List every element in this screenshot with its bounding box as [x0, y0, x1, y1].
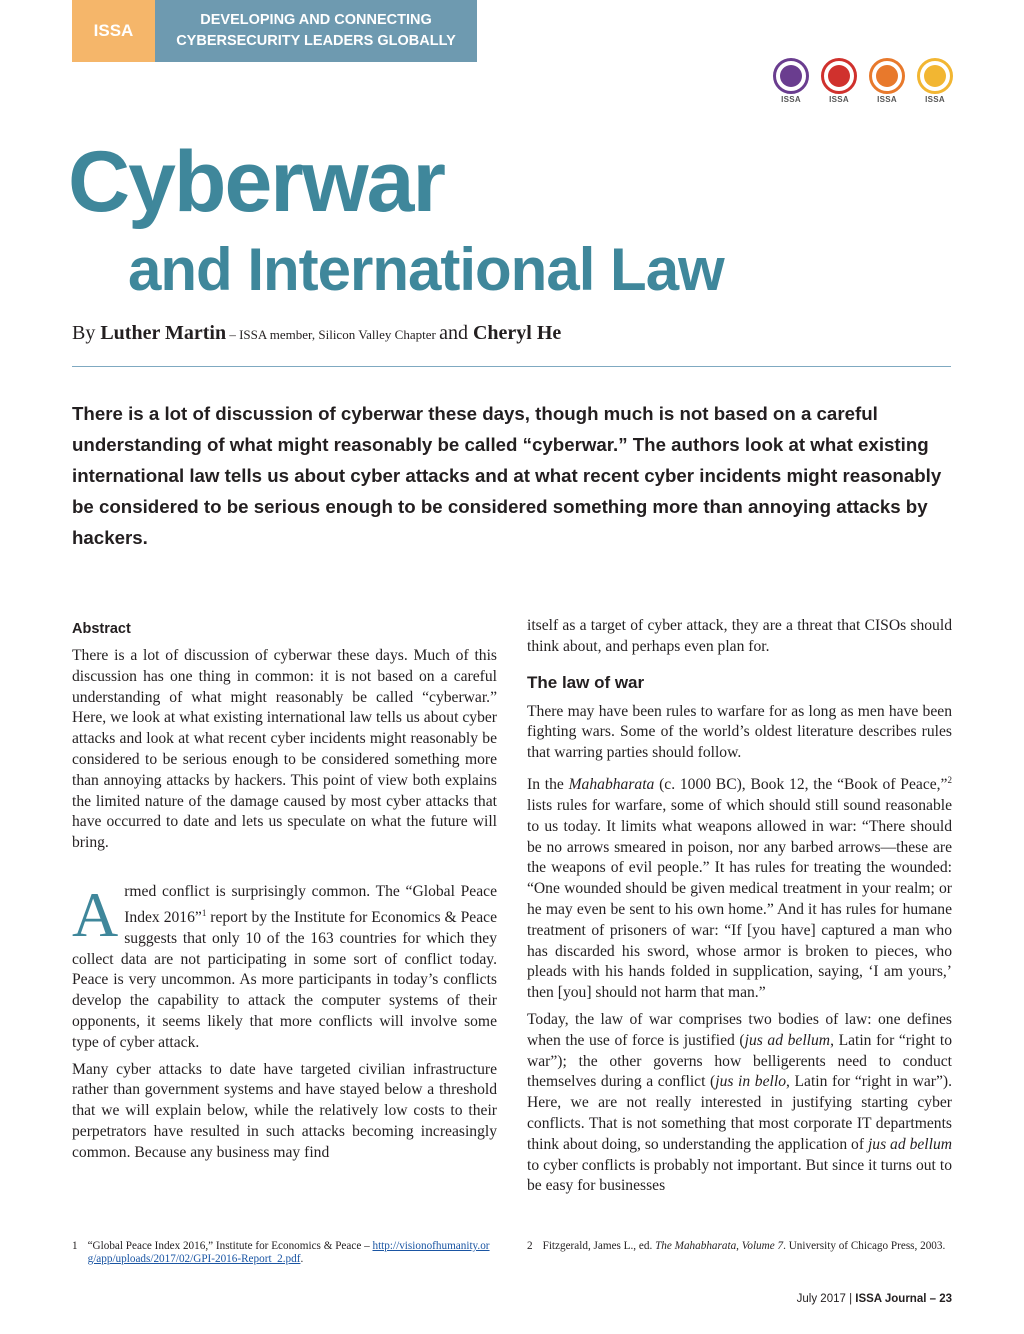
badge-org-label: ISSA [877, 95, 897, 104]
footnote-1-text: “Global Peace Index 2016,” Institute for Economics & Peace – [87, 1240, 373, 1252]
byline-and: and [439, 322, 473, 344]
badge-org-label: ISSA [925, 95, 945, 104]
footer-journal-page: ISSA Journal – 23 [855, 1293, 952, 1305]
badge-org-label: ISSA [781, 95, 801, 104]
footnote-ref-2[interactable]: 2 [947, 774, 952, 785]
career-level-badges [770, 58, 956, 108]
body-paragraph-4 [527, 770, 952, 1004]
footnote-2-text-a: Fitzgerald, James L., ed. [542, 1240, 656, 1252]
page-footer [797, 1293, 952, 1305]
para3-text-b: , Latin for “right to war”); the other governs how belligerents need to conduct themselves during a conflict ( [527, 1031, 952, 1091]
article-title: Cyberwar [68, 134, 444, 230]
abstract-text: There is a lot of discussion of cyberwar these days. Much of this discussion has one thing in common: it is not based on a careful understanding of what might reasonably be called “cyberwar.” Here, we look at what existing international law tells us about cyber attacks and look at what recent cyber incidents might reasonably be considered to be serious enough to be considered something more than annoying attacks by hackers. This point of view both explains the limited nature of the damage caused by most cyber attacks that have occurred to date and lets us speculate on what the future will bring. [72, 647, 497, 852]
footer-date: July 2017 | [796, 1293, 856, 1305]
byline [72, 322, 952, 345]
para2-title: Mahabharata [568, 776, 655, 794]
footnote-1-body [88, 1240, 492, 1266]
badge-security-leader [914, 58, 956, 108]
body-paragraph-2: Many cyber attacks to date have targeted civilian infrastructure rather than government systems and have stayed below a threshold that we will explain below, while the relatively low costs to their perpetrators have resulted in such attacks becoming increasingly common. Because any business may find [72, 1060, 497, 1161]
badge-org-label: ISSA [829, 95, 849, 104]
footnote-2-text-b: . University of Chicago Press, 2003. [783, 1240, 946, 1252]
author-1: Luther Martin [100, 322, 227, 344]
left-column [72, 620, 497, 1170]
article-lede: There is a lot of discussion of cyberwar these days, though much is not based on a careful understanding of what might reasonably be called “cyberwar.” The authors look at what existing international law tells us about cyber attacks and at what recent cyber incidents might reasonably be considered to be serious enough to be considered something more than annoying attacks by hackers. [72, 403, 942, 548]
body-paragraph-continued: itself as a target of cyber attack, they are a threat that CISOs should think about, and perhaps even plan for. [527, 617, 952, 655]
byline-by: By [72, 322, 101, 344]
article-subtitle: and International Law [128, 236, 724, 303]
footnote-1 [72, 1240, 492, 1266]
para1-text-a: rmed conflict is surprisingly common. The “Global Peace Index 2016” [124, 882, 497, 926]
banner-tagline-line-1: DEVELOPING AND CONNECTING [200, 12, 432, 28]
title-divider [72, 366, 951, 367]
body-paragraph-1 [72, 878, 497, 1054]
drop-cap: A [72, 878, 119, 950]
section-heading-law-of-war: The law of war [527, 672, 645, 692]
para3-text-a: Today, the law of war comprises two bodies of law: one defines when the use of force is justified ( [527, 1010, 952, 1049]
para3-term-2: jus in bello [715, 1073, 786, 1091]
body-paragraph-3: There may have been rules to warfare for as long as men have been fighting wars. Some of the world’s oldest literature describes rules that warring parties should follow. [527, 702, 952, 762]
para3-term-3: jus ad bellum [867, 1135, 953, 1153]
footnote-2-title: The Mahabharata, Volume 7 [655, 1240, 784, 1252]
para1-text-b: report by the Institute for Economics & Peace suggests that only 10 of the 163 countries for which they collect data are not participating in some sort of conflict today. Peace is very uncommon. As more participants in today’s conflicts develop the capability to attack the computer systems of their opponents, it seems likely that more conflicts will involve some type of cyber attack. [72, 908, 497, 1051]
author-affiliation: – ISSA member, Silicon Valley Chapter [226, 327, 440, 342]
para3-text-d: to cyber conflicts is probably not important. But since it turns out to be easy for businesses [527, 1156, 952, 1195]
body-paragraph-5 [527, 1010, 952, 1197]
badge-seal-icon [821, 58, 857, 94]
footnote-ref-1[interactable]: 1 [201, 907, 207, 918]
abstract-heading: Abstract [72, 621, 131, 637]
footnote-1-link[interactable]: http://visionofhumanity.org/app/uploads/2017/02/GPI-2016-Report_2.pdf [87, 1240, 490, 1265]
badge-seal-icon [917, 58, 953, 94]
footnote-2-body [543, 1240, 946, 1253]
banner-tagline [155, 0, 477, 62]
header-banner [72, 0, 477, 62]
author-2: Cheryl He [472, 322, 562, 344]
footnote-1-number: 1 [72, 1240, 78, 1252]
para3-term-1: jus ad bellum [744, 1031, 831, 1049]
issa-tag: ISSA [72, 0, 155, 62]
badge-senior [866, 58, 908, 108]
badge-seal-icon [869, 58, 905, 94]
para2-text-c: lists rules for warfare, some of which should still sound reasonable to us today. It limits what weapons allowed in war: “There should be no arrows smeared in poison, nor any barbed arrows—these are the weapons of evil people.” It has rules for treating the wounded: “One wounded should be given medical treatment in your realm; or he may even be sent to his own home.” And it has rules for humane treatment of prisoners of war: “If [you have] captured a man who has discarded his sword, whose armor is broken to pieces, who pleads with his hands folded in supplication, saying, ‘I am yours,’ then [you] should not harm that man.” [527, 796, 952, 1002]
badge-entry-level [770, 58, 812, 108]
para2-text-b: (c. 1000 BC), Book 12, the “Book of Peace,” [654, 776, 948, 794]
footnote-2 [527, 1240, 952, 1253]
badge-seal-icon [773, 58, 809, 94]
para3-text-c: , Latin for “right in war”). Here, we are not really interested in justifying starting cyber conflicts. That is not something that most corporate IT departments think about doing, so understanding the application of [527, 1073, 952, 1153]
footnote-2-number: 2 [527, 1240, 533, 1252]
para2-text-a: In the [527, 776, 569, 794]
banner-tagline-line-2: CYBERSECURITY LEADERS GLOBALLY [176, 33, 456, 49]
badge-mid-career [818, 58, 860, 108]
footnote-1-end: . [300, 1253, 304, 1265]
right-column [527, 616, 952, 1203]
